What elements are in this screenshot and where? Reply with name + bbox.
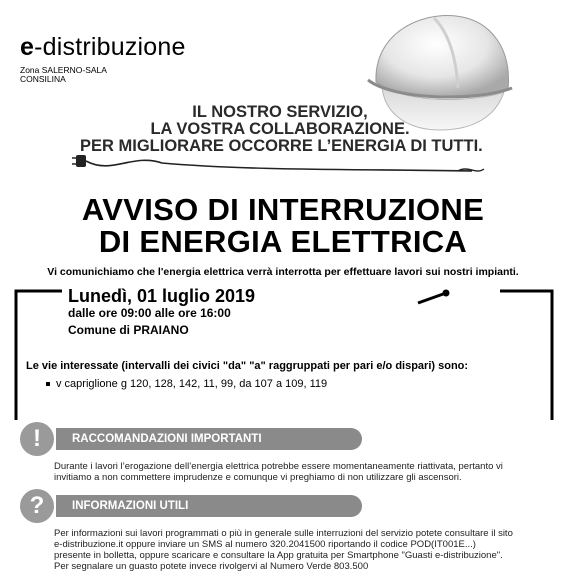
info-text [54,528,544,572]
info-header [56,495,362,517]
list-item [46,378,327,390]
brand-logo-e: e [20,33,35,61]
info-line-4: Per segnalare un guasto potete invece rivolgervi al Numero Verde 803.500 [54,561,369,572]
exclamation-icon: ! [20,422,54,456]
street-text: v capriglione g 120, 128, 142, 11, 99, da 107 a 109, 119 [56,378,328,390]
slogan-line-2: LA VOSTRA COLLABORAZIONE. [150,120,410,138]
slogan-line-3: PER MIGLIORARE OCCORRE L’ENERGIA DI TUTTI. [80,137,483,155]
question-icon: ? [20,489,54,523]
info-line-2: e-distribuzione.it oppure inviare un SMS al numero 320.2041500 riportando il codice POD(IT001E...) [54,539,476,550]
notice-title [0,194,566,258]
notice-subtitle: Vi comunichiamo che l'energia elettrica verrà interrotta per effettuare lavori sui nostri impianti. [47,266,519,278]
info-line-1: Per informazioni sui lavori programmati o più in generale sulle interruzioni del servizio potete consultare il sito [54,528,513,539]
notice-title-line-2: DI ENERGIA ELETTRICA [98,224,468,259]
interruption-date: Lunedì, 01 luglio 2019 [68,286,256,306]
bullet-icon [46,382,50,386]
notice-title-line-1: AVVISO DI INTERRUZIONE [81,192,485,227]
info-heading: INFORMAZIONI UTILI [72,500,189,512]
recommendations-text [54,461,544,483]
recommendations-header [56,428,362,450]
slogan-line-1: IL NOSTRO SERVIZIO, [192,103,368,121]
zone-label [20,66,107,84]
info-line-3: presente in bolletta, oppure scaricare e consultare la App gratuita per Smartphone "Guasti e-distribuzione". [54,550,503,561]
plug-cable-decoration [72,141,492,181]
interruption-hours: dalle ore 09:00 alle ore 16:00 [68,306,231,320]
streets-heading: Le vie interessate (intervalli dei civici "da" "a" raggruppati per pari e/o dispari) sono: [26,360,469,372]
zone-line-1: Zona SALERNO-SALA [20,65,107,75]
recommendations-line-2: invitiamo a non commettere imprudenze e comunque vi preghiamo di non utilizzare gli ascensori. [54,472,462,483]
plug-icon [76,155,86,167]
recommendations-line-1: Durante i lavori l’erogazione dell’energia elettrica potrebbe essere momentaneamente riattivata, pertanto vi [54,461,503,472]
interruption-comune: Comune di PRAIANO [68,323,189,337]
zone-line-2: CONSILINA [20,74,66,84]
brand-logo-text: -distribuzione [34,33,186,61]
recommendations-heading: RACCOMANDAZIONI IMPORTANTI [72,433,262,445]
brand-logo [20,33,186,62]
